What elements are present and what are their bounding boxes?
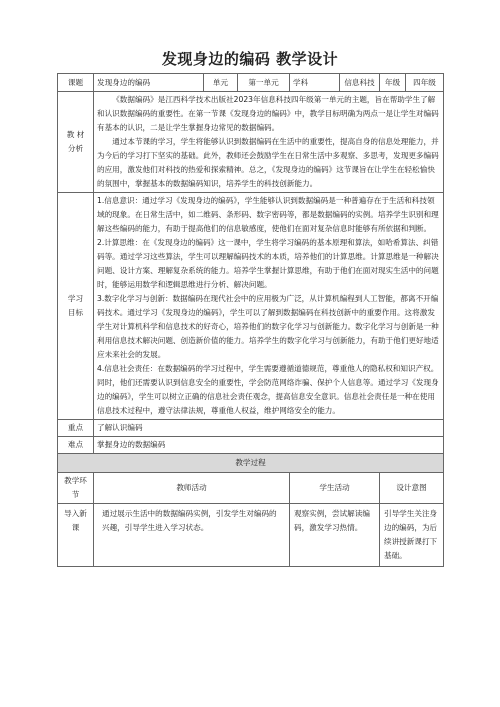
unit-value: 第一单元 (238, 74, 290, 92)
grade-value: 四年级 (406, 74, 444, 92)
column-teacher: 教师活动 (94, 473, 290, 504)
objectives-row (58, 193, 444, 420)
analysis-paragraph-2: 通过本节课的学习，学生将能够认识到数据编码在生活中的重要性，提高自身的信息处理能力，并为今后的学习打下坚实的基础。此外，教师还会鼓励学生在日常生活中多观察、多思考，发现更多编码的应用，激发他们对科技的热爱和探索精神。总之，《发现身边的编码》这节课旨在让学生在轻松愉快的氛围中，掌握基本的数据编码知识，培养学生的科技创新能力。 (97, 137, 439, 188)
process-header-row (58, 454, 444, 473)
grade-label: 年级 (380, 74, 406, 92)
info-row (58, 74, 444, 92)
course-label: 课题 (58, 74, 94, 92)
process-row-intro (58, 504, 444, 567)
analysis-label: 教 材 分析 (58, 92, 94, 193)
analysis-row (58, 92, 444, 193)
column-student: 学生活动 (290, 473, 380, 504)
analysis-paragraph-1: 《数据编码》是江西科学技术出版社2023年信息科技四年级第一单元的主题，旨在帮助学生了解和认识数据编码的重要性。在第一节课《发现身边的编码》中，教学目标明确为两点一是让学生对编码有基本的认识，二是让学生掌握身边常见的数据编码。 (97, 95, 439, 132)
objective-4: 4.信息社会责任：在数据编码的学习过程中，学生需要遵循道德规范，尊重他人的隐私权和知识产权。同时，他们还需要认识到信息安全的重要性，学会防范网络诈骗、保护个人信息等。通过学习《发现身边的编码》，学生可以树立正确的信息社会责任观念，提高信息安全意识。信息社会责任是一种在使用信息技术过程中，遵守法律法规，尊重他人权益，维护网络安全的能力。 (97, 364, 439, 415)
objectives-label: 学习 目标 (58, 193, 94, 420)
page-title: 发现身边的编码 教学设计 (161, 50, 339, 68)
student-activity-cell: 观察实例，尝试解读编码，激发学习热情。 (290, 504, 380, 567)
objective-1: 1.信息意识：通过学习《发现身边的编码》，学生能够认识到数据编码是一种普遍存在于生活和科技领域的现象。在日常生活中，如二维码、条形码、数字密码等，都是数据编码的实例。培养学生识别和理解这些编码的能力，有助于提高他们的信息敏感度，使他们在面对复杂信息时能够有所依据和判断。 (97, 196, 439, 233)
difficulty-value: 掌握身边的数据编码 (94, 437, 444, 454)
teacher-activity-cell: 通过展示生活中的数据编码实例，引发学生对编码的兴趣，引导学生进入学习状态。 (94, 504, 290, 567)
key-point-label: 重点 (58, 420, 94, 437)
column-intent: 设计意图 (380, 473, 444, 504)
process-columns-row (58, 473, 444, 504)
lesson-plan-table (57, 73, 444, 567)
stage-cell: 导入新课 (58, 504, 94, 567)
subject-label: 学科 (290, 74, 340, 92)
analysis-content (94, 92, 444, 193)
objective-2: 2.计算思维：在《发现身边的编码》这一课中，学生将学习编码的基本原理和算法，如哈希算法、纠错码等。通过学习这些算法，学生可以理解编码技术的本质，培养他们的计算思维。计算思维是一种解决问题、设计方案、理解复杂系统的能力。培养学生掌握计算思维，有助于他们在面对现实生活中的问题时，能够运用数学和逻辑思维进行分析、解决问题。 (97, 238, 439, 289)
difficulty-label: 难点 (58, 437, 94, 454)
column-stage: 教学环节 (58, 473, 94, 504)
process-header: 教学过程 (58, 454, 444, 473)
difficulty-row (58, 437, 444, 454)
key-point-value: 了解认识编码 (94, 420, 444, 437)
objective-3: 3.数字化学习与创新：数据编码在现代社会中的应用极为广泛，从计算机编程到人工智能，都离不开编码技术。通过学习《发现身边的编码》，学生可以了解到数据编码在科技创新中的重要作用。这将激发学生对计算机科学和信息技术的好奇心，培养他们的数字化学习与创新能力。数字化学习与创新是一种利用信息技术解决问题、创造新价值的能力。培养学生的数字化学习与创新能力，有助于他们更好地适应未来社会的发展。 (97, 294, 439, 359)
design-intent-cell: 引导学生关注身边的编码，为后续讲授新课打下基础。 (380, 504, 444, 567)
key-point-row (58, 420, 444, 437)
course-value: 发现身边的编码 (94, 74, 204, 92)
objectives-content (94, 193, 444, 420)
unit-label: 单元 (204, 74, 238, 92)
subject-value: 信息科技 (340, 74, 380, 92)
